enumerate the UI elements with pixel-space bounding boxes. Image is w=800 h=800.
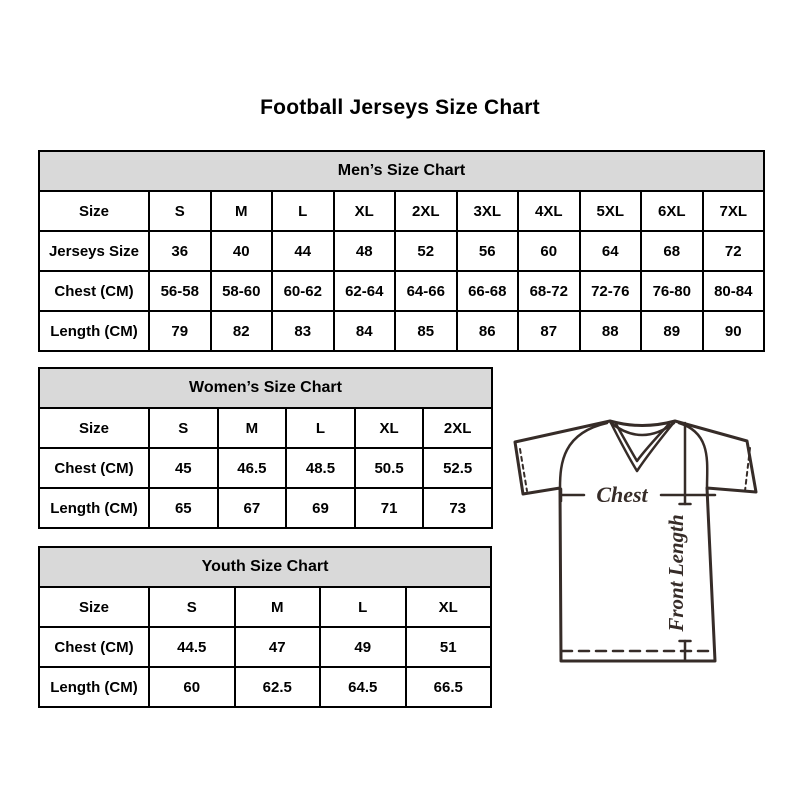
row-label-cell: Length (CM) [39, 667, 149, 707]
value-cell: 48 [334, 231, 396, 271]
value-cell: 88 [580, 311, 642, 351]
value-cell: 89 [641, 311, 703, 351]
value-cell: XL [406, 587, 492, 627]
value-cell: 68 [641, 231, 703, 271]
value-cell: 47 [235, 627, 321, 667]
value-cell: 48.5 [286, 448, 355, 488]
value-cell: 73 [423, 488, 492, 528]
table-row [39, 311, 764, 351]
value-cell: 71 [355, 488, 424, 528]
value-cell: 66-68 [457, 271, 519, 311]
value-cell: M [218, 408, 287, 448]
table-row [39, 231, 764, 271]
value-cell: 64.5 [320, 667, 406, 707]
mens-table-title: Men’s Size Chart [39, 151, 764, 191]
value-cell: 86 [457, 311, 519, 351]
value-cell: S [149, 408, 218, 448]
value-cell: L [272, 191, 334, 231]
value-cell: 52.5 [423, 448, 492, 488]
row-label-cell: Length (CM) [39, 311, 149, 351]
value-cell: L [286, 408, 355, 448]
table-row [39, 408, 492, 448]
value-cell: 60 [518, 231, 580, 271]
value-cell: 90 [703, 311, 765, 351]
value-cell: 6XL [641, 191, 703, 231]
value-cell: 66.5 [406, 667, 492, 707]
table-row [39, 271, 764, 311]
value-cell: 79 [149, 311, 211, 351]
value-cell: 2XL [395, 191, 457, 231]
value-cell: XL [355, 408, 424, 448]
row-label-cell: Chest (CM) [39, 271, 149, 311]
value-cell: M [211, 191, 273, 231]
youth-table-title: Youth Size Chart [39, 547, 491, 587]
value-cell: 64-66 [395, 271, 457, 311]
womens-size-table [38, 367, 493, 529]
value-cell: 58-60 [211, 271, 273, 311]
value-cell: 7XL [703, 191, 765, 231]
table-row [39, 627, 491, 667]
womens-table-title: Women’s Size Chart [39, 368, 492, 408]
value-cell: 72 [703, 231, 765, 271]
value-cell: 65 [149, 488, 218, 528]
value-cell: 85 [395, 311, 457, 351]
value-cell: S [149, 191, 211, 231]
value-cell: 68-72 [518, 271, 580, 311]
value-cell: 56 [457, 231, 519, 271]
table-row [39, 667, 491, 707]
jersey-measurement-diagram [500, 403, 780, 683]
value-cell: XL [334, 191, 396, 231]
value-cell: 44 [272, 231, 334, 271]
value-cell: 4XL [518, 191, 580, 231]
chest-label: Chest [596, 482, 648, 507]
value-cell: 46.5 [218, 448, 287, 488]
table-header-row [39, 151, 764, 191]
table-row [39, 488, 492, 528]
value-cell: 76-80 [641, 271, 703, 311]
value-cell: 83 [272, 311, 334, 351]
table-row [39, 448, 492, 488]
value-cell: 87 [518, 311, 580, 351]
value-cell: 2XL [423, 408, 492, 448]
value-cell: 62-64 [334, 271, 396, 311]
value-cell: 40 [211, 231, 273, 271]
value-cell: 5XL [580, 191, 642, 231]
value-cell: 3XL [457, 191, 519, 231]
row-label-cell: Chest (CM) [39, 627, 149, 667]
value-cell: 60 [149, 667, 235, 707]
row-label-cell: Size [39, 587, 149, 627]
table-row [39, 191, 764, 231]
value-cell: 80-84 [703, 271, 765, 311]
jersey-diagram-icon [500, 403, 780, 683]
mens-size-table [38, 150, 765, 352]
value-cell: 49 [320, 627, 406, 667]
value-cell: 56-58 [149, 271, 211, 311]
value-cell: 52 [395, 231, 457, 271]
value-cell: 45 [149, 448, 218, 488]
value-cell: 69 [286, 488, 355, 528]
row-label-cell: Size [39, 191, 149, 231]
value-cell: M [235, 587, 321, 627]
youth-size-table [38, 546, 492, 708]
value-cell: 72-76 [580, 271, 642, 311]
value-cell: 62.5 [235, 667, 321, 707]
value-cell: 44.5 [149, 627, 235, 667]
table-row [39, 587, 491, 627]
front-length-label: Front Length [664, 514, 688, 632]
table-header-row [39, 547, 491, 587]
row-label-cell: Size [39, 408, 149, 448]
value-cell: 51 [406, 627, 492, 667]
value-cell: L [320, 587, 406, 627]
value-cell: S [149, 587, 235, 627]
value-cell: 67 [218, 488, 287, 528]
value-cell: 36 [149, 231, 211, 271]
value-cell: 84 [334, 311, 396, 351]
row-label-cell: Length (CM) [39, 488, 149, 528]
value-cell: 60-62 [272, 271, 334, 311]
value-cell: 64 [580, 231, 642, 271]
table-header-row [39, 368, 492, 408]
row-label-cell: Chest (CM) [39, 448, 149, 488]
value-cell: 82 [211, 311, 273, 351]
row-label-cell: Jerseys Size [39, 231, 149, 271]
value-cell: 50.5 [355, 448, 424, 488]
page-title: Football Jerseys Size Chart [260, 96, 540, 119]
